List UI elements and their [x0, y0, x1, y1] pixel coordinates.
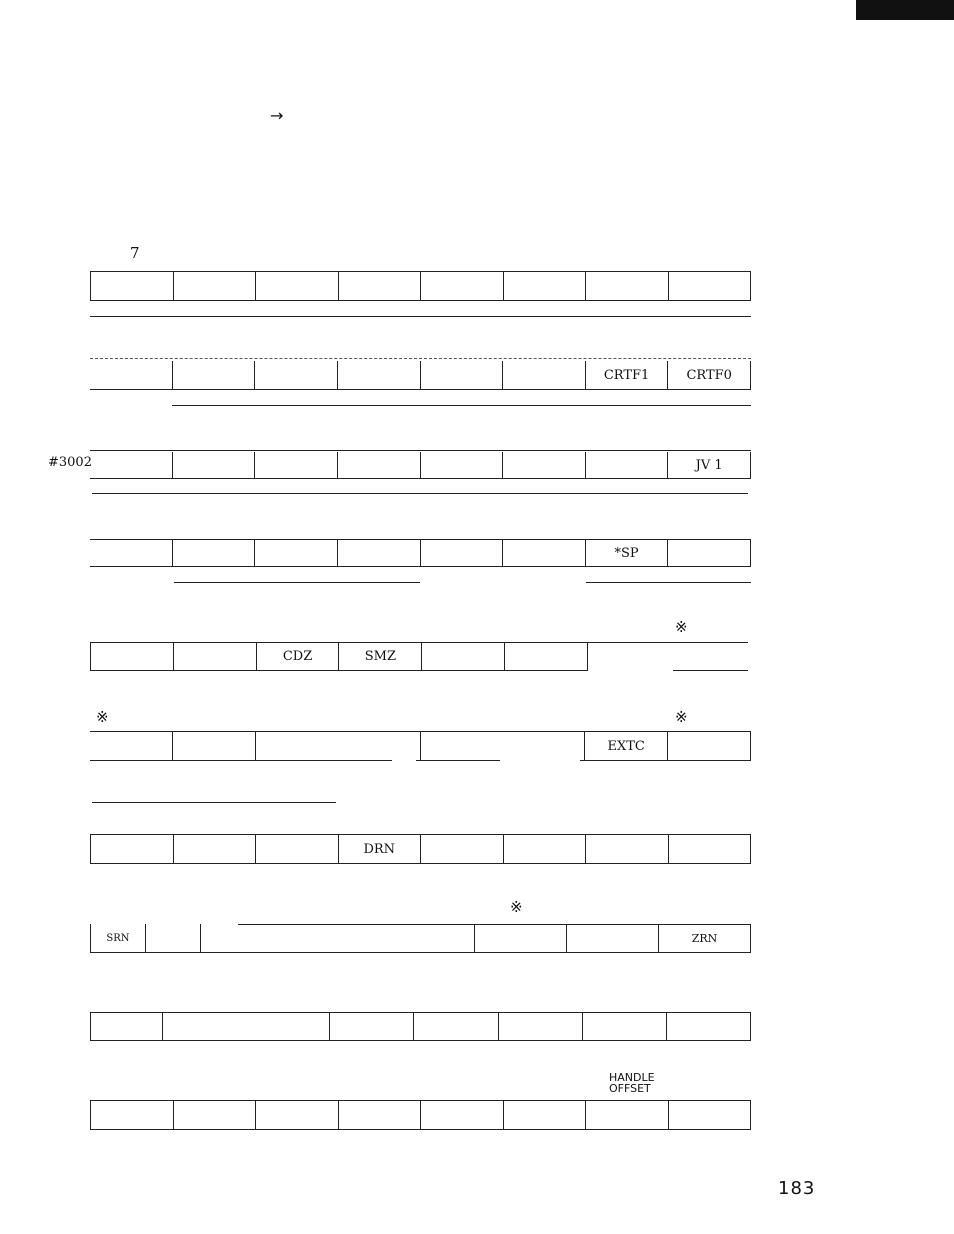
bit-cell: [338, 452, 421, 478]
bit-cell: [174, 1101, 257, 1129]
register-row-9: [90, 1012, 751, 1041]
reference-mark: ※: [96, 708, 109, 726]
register-row-3: [90, 452, 751, 479]
bit-cell: [504, 272, 587, 300]
reference-mark: ※: [675, 618, 688, 636]
bit-cell: [504, 835, 587, 863]
bit-cell: [339, 272, 422, 300]
underline-rule: [580, 760, 751, 761]
bit-cell: [91, 1101, 174, 1129]
bit-cell: [414, 1013, 498, 1040]
bit-cell: [174, 272, 257, 300]
bit-cell: [669, 835, 751, 863]
underline-rule: [172, 405, 751, 406]
srn-bit-cell: SRN: [91, 924, 146, 952]
register-row-2: [90, 361, 751, 390]
top-rule: [90, 450, 751, 451]
dashed-rule: [90, 358, 751, 359]
bit-number-label: 7: [130, 244, 140, 262]
bit-cell: [173, 361, 256, 389]
register-row-10: [90, 1100, 751, 1130]
bit-cell: [255, 452, 338, 478]
bit-cell: [567, 924, 659, 952]
bit-cell: [503, 540, 586, 566]
bit-cell: [383, 924, 475, 952]
bit-cell: [338, 540, 421, 566]
bit-cell: [90, 452, 173, 478]
underline-rule: [90, 760, 392, 761]
bit-cell: [90, 540, 173, 566]
bit-cell: [502, 732, 585, 760]
bit-cell: [338, 361, 421, 389]
bit-cell: [330, 1013, 414, 1040]
bit-cell: [668, 732, 750, 760]
bit-cell: [173, 732, 256, 760]
bit-cell: [91, 1013, 163, 1040]
bit-cell: [255, 540, 338, 566]
register-row-6: [90, 731, 751, 760]
bit-cell: [422, 643, 505, 670]
register-row-5: [90, 642, 588, 671]
underline-rule: [673, 670, 748, 671]
bit-cell: [421, 272, 504, 300]
bit-cell: [339, 1101, 422, 1129]
bit-cell: [256, 1101, 339, 1129]
bit-cell: [503, 452, 586, 478]
bit-cell: [667, 1013, 750, 1040]
bit-cell: [669, 272, 751, 300]
bit-cell: [146, 924, 201, 952]
bit-cell: [586, 272, 669, 300]
bit-cell: [174, 835, 257, 863]
bit-cell: [505, 643, 587, 670]
bit-cell: [163, 1013, 246, 1040]
handle-offset-label: HANDLE OFFSET: [609, 1071, 655, 1095]
bit-cell: [504, 1101, 587, 1129]
arrow-icon: →: [270, 106, 284, 125]
bit-cell: [256, 272, 339, 300]
underline-rule: [416, 760, 500, 761]
bit-cell: [421, 361, 504, 389]
bit-cell: [499, 1013, 583, 1040]
bit-cell: [292, 924, 383, 952]
bit-cell: [586, 835, 669, 863]
zrn-bit-cell: ZRN: [691, 931, 718, 945]
underline-rule: [92, 493, 748, 494]
bit-cell: [173, 452, 256, 478]
cdz-bit-cell: CDZ: [257, 643, 340, 670]
section-rule: [92, 802, 336, 803]
bit-cell: [91, 272, 174, 300]
bit-cell: [503, 361, 586, 389]
underline-rule: [586, 582, 751, 583]
bit-cell: [90, 732, 173, 760]
bit-cell: [421, 835, 504, 863]
bit-cell: [255, 361, 338, 389]
bit-cell: [421, 452, 504, 478]
page-tab-marker: [856, 0, 954, 20]
top-rule: [586, 642, 748, 643]
page-number: 183: [778, 1178, 816, 1199]
bit-cell: [256, 732, 338, 760]
bit-cell: [669, 1101, 751, 1129]
register-row-7: [90, 834, 751, 864]
drn-bit-cell: DRN: [339, 835, 422, 863]
bit-cell: [668, 540, 750, 566]
crtf1-bit-cell: CRTF1: [586, 361, 669, 389]
smz-bit-cell: SMZ: [339, 643, 422, 670]
jv1-bit-cell: JV 1: [695, 457, 723, 473]
register-row-8: [90, 924, 751, 953]
bit-cell: [201, 924, 292, 952]
register-row-1: [90, 271, 751, 301]
bit-cell: [421, 732, 503, 760]
bit-cell: [174, 643, 257, 670]
bit-cell: [338, 732, 421, 760]
bit-cell: [256, 835, 339, 863]
bit-cell: [475, 924, 567, 952]
bit-cell: [586, 452, 669, 478]
register-row-4: [90, 539, 751, 567]
bit-cell: [421, 540, 504, 566]
bit-cell: [91, 643, 174, 670]
crtf0-bit-cell: CRTF0: [686, 367, 732, 383]
bit-cell: [421, 1101, 504, 1129]
reference-mark: ※: [675, 708, 688, 726]
bit-cell: [91, 835, 174, 863]
register-address-label: #3002: [48, 455, 92, 470]
reference-mark: ※: [510, 898, 523, 916]
underline-rule: [174, 582, 420, 583]
bit-cell: [90, 361, 173, 389]
underline-rule: [90, 316, 751, 317]
sp-bit-cell: *SP: [586, 540, 669, 566]
handle-offset-bit-cell: [586, 1101, 669, 1129]
bit-cell: [246, 1013, 330, 1040]
bit-cell: [583, 1013, 667, 1040]
extc-bit-cell: EXTC: [585, 732, 668, 760]
bit-cell: [173, 540, 256, 566]
